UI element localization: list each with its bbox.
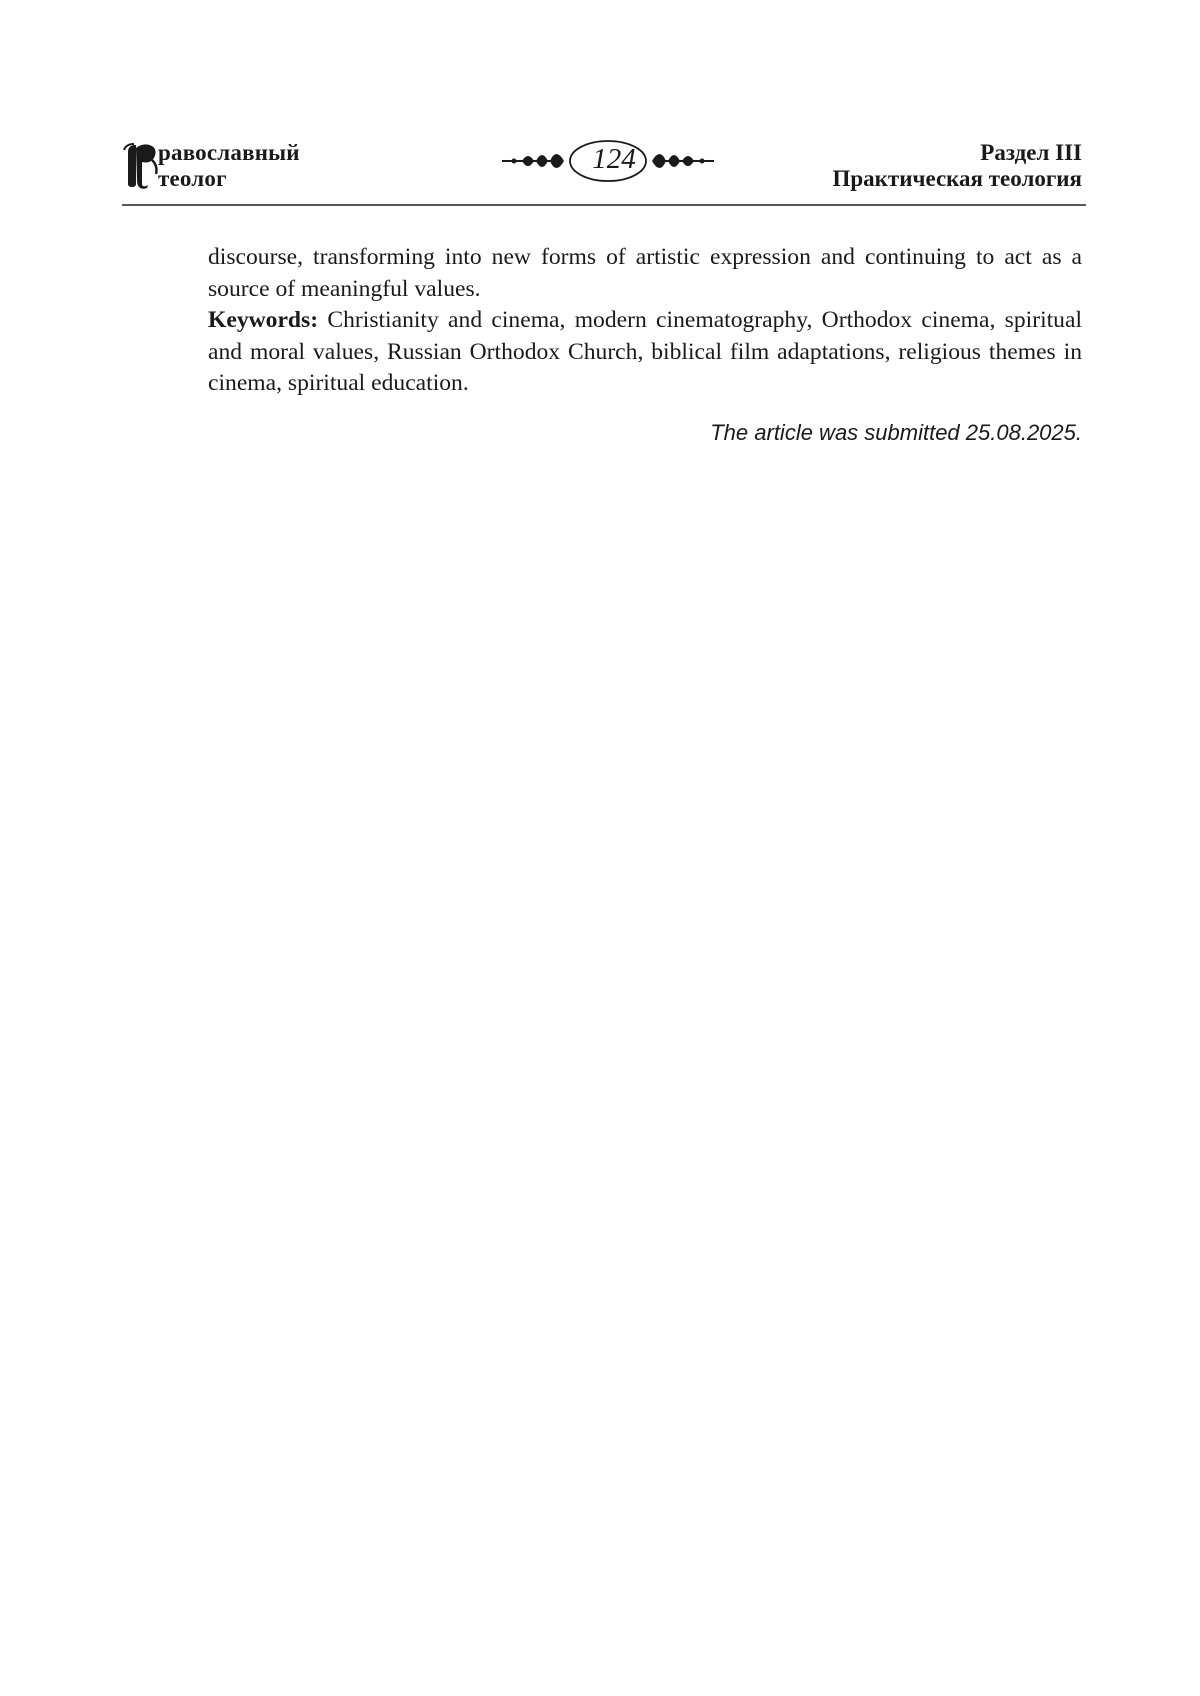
page-number: 124: [592, 143, 636, 175]
abstract-continuation: discourse, transforming into new forms of artistic expression and continuing to act as a source of meaningful values.: [208, 244, 1082, 302]
keywords-paragraph: [208, 305, 1082, 400]
journal-name-line2: теолог: [158, 166, 227, 191]
keywords-list: Christianity and cinema, modern cinematography, Orthodox cinema, spiritual and moral values, Russian Orthodox Church, biblical film adaptations, religious themes in cinema, spiritual education.: [208, 307, 1082, 396]
abstract-text: [208, 242, 1082, 400]
running-header: [122, 132, 1086, 206]
section-title-line1: Раздел III: [980, 140, 1082, 165]
journal-name-line1: равославный: [158, 140, 300, 165]
submission-date: The article was submitted 25.08.2025.: [710, 420, 1082, 445]
section-title-line2: Практическая теология: [832, 166, 1082, 191]
keywords-label: Keywords:: [208, 307, 319, 333]
section-title: [833, 140, 1083, 192]
journal-logo-icon: [122, 140, 162, 190]
journal-name: [158, 140, 300, 192]
